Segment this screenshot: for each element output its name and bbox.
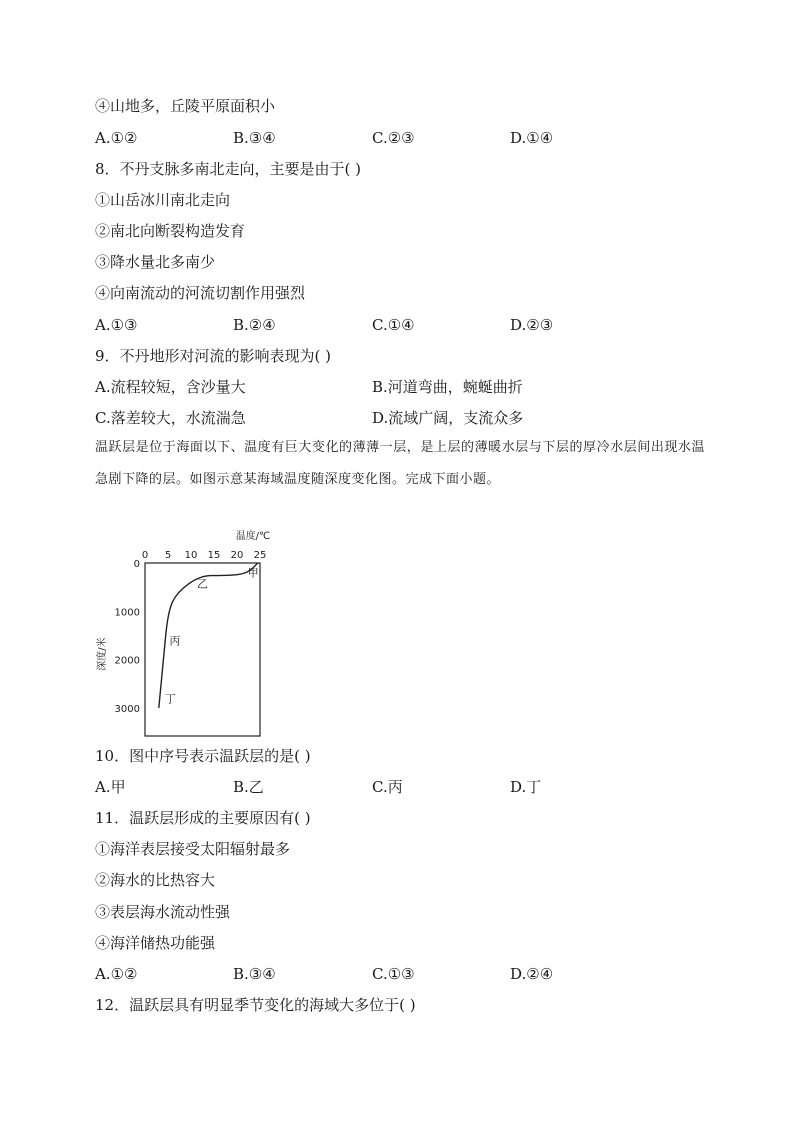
q11-stem: 11．温跃层形成的主要原因有( ) [95,809,311,827]
x-tick-label: 25 [253,550,267,561]
q8-option-b[interactable]: B.②④ [233,316,276,334]
q9-option-c[interactable]: C.落差较大，水流湍急 [95,409,246,427]
q8-item-1: ①山岳冰川南北走向 [95,191,231,209]
q11-option-c[interactable]: C.①③ [372,965,415,983]
y-tick-label: 1000 [114,607,140,619]
y-tick-label: 0 [133,559,140,570]
q9-option-d[interactable]: D.流域广阔，支流众多 [372,409,524,427]
q9-option-a[interactable]: A.流程较短，含沙量大 [95,378,246,396]
q11-item-1: ①海洋表层接受太阳辐射最多 [95,840,291,858]
x-tick-label: 5 [164,550,172,561]
q11-option-b[interactable]: B.③④ [233,965,276,983]
q10-option-c[interactable]: C.丙 [372,778,403,796]
curve-point-label: 乙 [197,577,208,591]
q8-item-2: ②南北向断裂构造发育 [95,222,246,240]
x-tick-label: 0 [141,550,149,561]
q11-option-d[interactable]: D.②④ [510,965,554,983]
q8-item-3: ③降水量北多南少 [95,253,216,271]
curve-point-label: 丙 [169,634,181,648]
q10-stem: 10．图中序号表示温跃层的是( ) [95,747,311,765]
q7-option-b[interactable]: B.③④ [233,129,276,147]
q10-option-a[interactable]: A.甲 [95,778,126,796]
q8-option-c[interactable]: C.①④ [372,316,415,334]
curve-point-label: 甲 [247,566,259,580]
x-axis-title: 温度/℃ [235,531,271,542]
x-tick-label: 20 [230,550,244,561]
q7-item-4: ④山地多，丘陵平原面积小 [95,97,276,115]
q7-option-d[interactable]: D.①④ [510,129,554,147]
q8-stem: 8．不丹支脉多南北走向，主要是由于( ) [95,160,362,178]
y-tick-label: 2000 [114,655,140,667]
x-tick-label: 15 [207,550,221,561]
q11-item-3: ③表层海水流动性强 [95,903,231,921]
q8-item-4: ④向南流动的河流切割作用强烈 [95,284,306,302]
q9-option-b[interactable]: B.河道弯曲，蜿蜒曲折 [372,378,523,396]
q11-option-a[interactable]: A.①② [95,965,138,983]
x-tick-label: 10 [184,550,198,561]
q8-option-a[interactable]: A.①③ [95,316,138,334]
y-tick-label: 3000 [114,704,140,715]
temperature-depth-chart [92,528,292,748]
q10-option-b[interactable]: B.乙 [233,778,264,796]
q11-item-2: ②海水的比热容大 [95,871,216,889]
q11-item-4: ④海洋储热功能强 [95,934,216,952]
reading-passage: 温跃层是位于海面以下、温度有巨大变化的薄薄一层，是上层的薄暖水层与下层的厚冷水层间出现水温急剧下降的层。如图示意某海域温度随深度变化图。完成下面小题。 [95,440,705,487]
q7-option-a[interactable]: A.①② [95,129,138,147]
y-axis-title: 深度/米 [97,637,108,671]
q10-option-d[interactable]: D.丁 [510,778,542,796]
q12-stem: 12．温跃层具有明显季节变化的海域大多位于( ) [95,996,416,1014]
q9-stem: 9．不丹地形对河流的影响表现为( ) [95,347,332,365]
curve-point-label: 丁 [164,692,176,706]
q7-option-c[interactable]: C.②③ [372,129,415,147]
q8-option-d[interactable]: D.②③ [510,316,554,334]
